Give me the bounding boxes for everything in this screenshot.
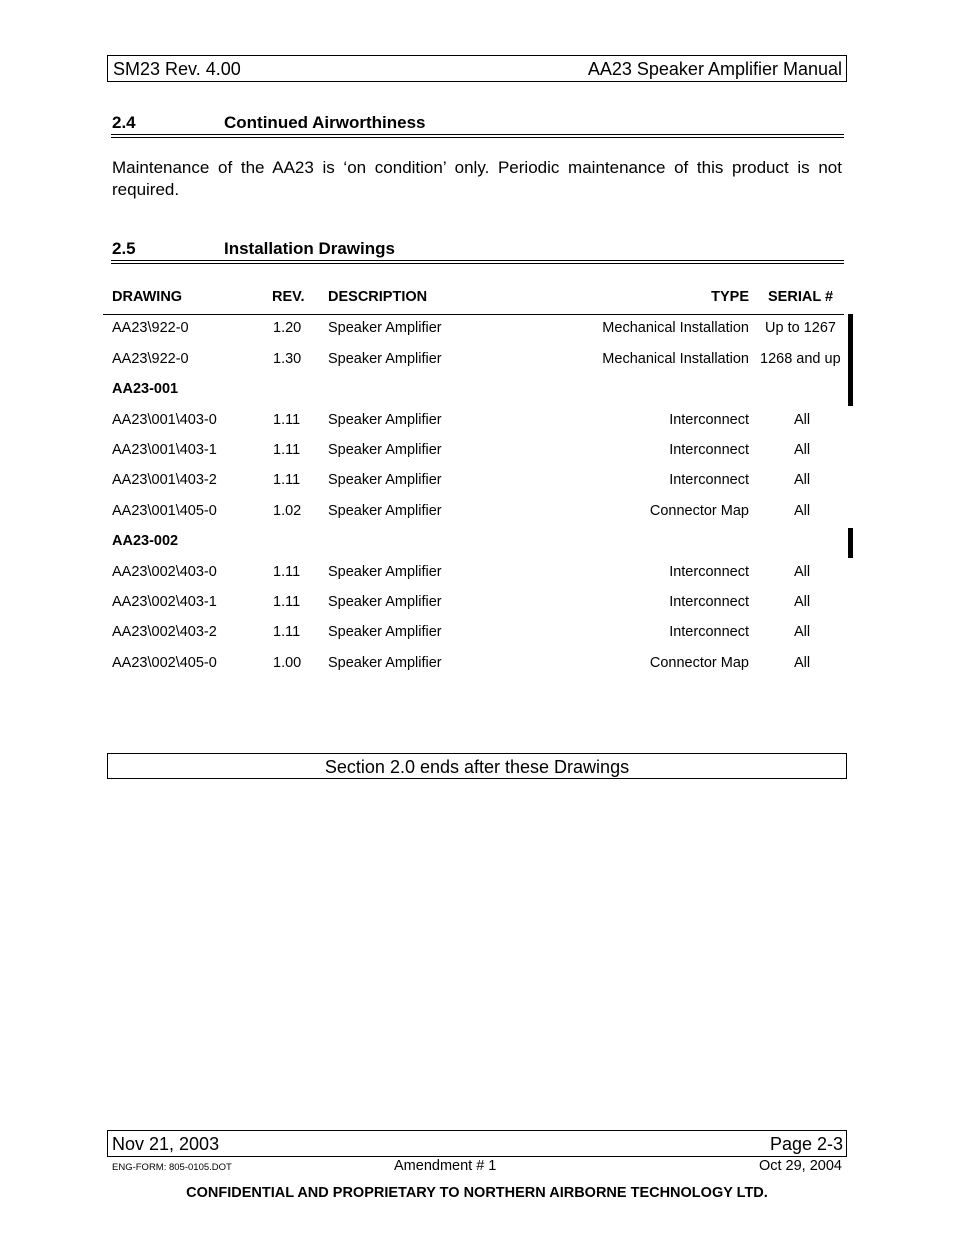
cell-rev: 1.00: [273, 655, 302, 671]
cell-rev: 1.20: [273, 320, 302, 336]
column-header-description: DESCRIPTION: [328, 289, 428, 305]
section-number: 2.4: [112, 113, 136, 132]
cell-description: Speaker Amplifier: [328, 472, 442, 488]
cell-type: Interconnect: [669, 594, 749, 610]
cell-description: Speaker Amplifier: [328, 624, 442, 640]
cell-serial: All: [794, 503, 811, 519]
column-header-drawing: DRAWING: [112, 289, 183, 305]
cell-drawing: AA23\922-0: [112, 351, 189, 367]
cell-serial: All: [794, 594, 811, 610]
cell-description: Speaker Amplifier: [328, 564, 442, 580]
cell-drawing: AA23\922-0: [112, 320, 189, 336]
document-id: SM23 Rev. 4.00: [113, 59, 241, 79]
group-label: AA23-001: [112, 381, 179, 397]
cell-rev: 1.11: [273, 472, 301, 488]
cell-serial: All: [794, 624, 811, 640]
cell-type: Interconnect: [669, 442, 749, 458]
cell-serial: All: [794, 655, 811, 671]
cell-drawing: AA23\002\403-0: [112, 564, 217, 580]
cell-rev: 1.11: [273, 624, 301, 640]
section-title: Installation Drawings: [224, 239, 395, 258]
cell-description: Speaker Amplifier: [328, 594, 442, 610]
cell-drawing: AA23\001\405-0: [112, 503, 217, 519]
section-number: 2.5: [112, 239, 136, 258]
cell-rev: 1.30: [273, 351, 302, 367]
section-heading-2-5: [112, 239, 844, 261]
column-header-serial: SERIAL #: [768, 289, 834, 305]
section-title: Continued Airworthiness: [224, 113, 426, 132]
column-header-rev: REV.: [272, 289, 305, 305]
heading-underline: [111, 134, 844, 138]
cell-rev: 1.11: [273, 412, 301, 428]
section-end-text: Section 2.0 ends after these Drawings: [324, 757, 630, 777]
cell-serial: 1268 and up: [760, 351, 841, 367]
page-footer: [107, 1130, 847, 1157]
cell-rev: 1.11: [273, 442, 301, 458]
cell-type: Interconnect: [669, 624, 749, 640]
cell-description: Speaker Amplifier: [328, 351, 442, 367]
cell-drawing: AA23\001\403-0: [112, 412, 217, 428]
amendment-number: Amendment # 1: [394, 1158, 497, 1174]
group-label: AA23-002: [112, 533, 179, 549]
revision-change-bar: [848, 314, 853, 406]
heading-underline: [111, 260, 844, 264]
confidentiality-notice: CONFIDENTIAL AND PROPRIETARY TO NORTHERN AIRBORNE TECHNOLOGY LTD.: [186, 1185, 768, 1201]
column-header-type: TYPE: [711, 289, 749, 305]
page-header: [107, 55, 847, 82]
cell-description: Speaker Amplifier: [328, 442, 442, 458]
cell-drawing: AA23\002\405-0: [112, 655, 217, 671]
cell-rev: 1.11: [273, 594, 301, 610]
cell-type: Mechanical Installation: [602, 351, 749, 367]
cell-description: Speaker Amplifier: [328, 503, 442, 519]
cell-description: Speaker Amplifier: [328, 412, 442, 428]
section-heading-2-4: [112, 113, 844, 135]
cell-serial: All: [794, 412, 811, 428]
cell-type: Interconnect: [669, 412, 749, 428]
cell-serial: All: [794, 472, 811, 488]
footer-date: Nov 21, 2003: [112, 1134, 220, 1154]
cell-type: Interconnect: [669, 564, 749, 580]
cell-type: Interconnect: [669, 472, 749, 488]
document-title: AA23 Speaker Amplifier Manual: [587, 59, 842, 79]
cell-serial: All: [794, 564, 811, 580]
cell-rev: 1.11: [273, 564, 301, 580]
cell-drawing: AA23\001\403-2: [112, 472, 217, 488]
amendment-date: Oct 29, 2004: [758, 1158, 842, 1174]
cell-type: Connector Map: [649, 503, 749, 519]
cell-description: Speaker Amplifier: [328, 320, 442, 336]
section-end-note: [107, 753, 847, 779]
cell-type: Mechanical Installation: [602, 320, 749, 336]
cell-drawing: AA23\001\403-1: [112, 442, 217, 458]
cell-drawing: AA23\002\403-1: [112, 594, 217, 610]
form-id: ENG-FORM: 805-0105.DOT: [112, 1162, 232, 1173]
cell-rev: 1.02: [273, 503, 302, 519]
cell-type: Connector Map: [649, 655, 749, 671]
table-header-rule: [103, 314, 844, 315]
revision-change-bar: [848, 528, 853, 558]
cell-serial: Up to 1267: [765, 320, 836, 336]
cell-serial: All: [794, 442, 811, 458]
cell-description: Speaker Amplifier: [328, 655, 442, 671]
airworthiness-paragraph: Maintenance of the AA23 is ‘on condition’ only. Periodic maintenance of this product is not required.: [112, 158, 842, 199]
cell-drawing: AA23\002\403-2: [112, 624, 217, 640]
page-number: Page 2-3: [769, 1134, 843, 1154]
